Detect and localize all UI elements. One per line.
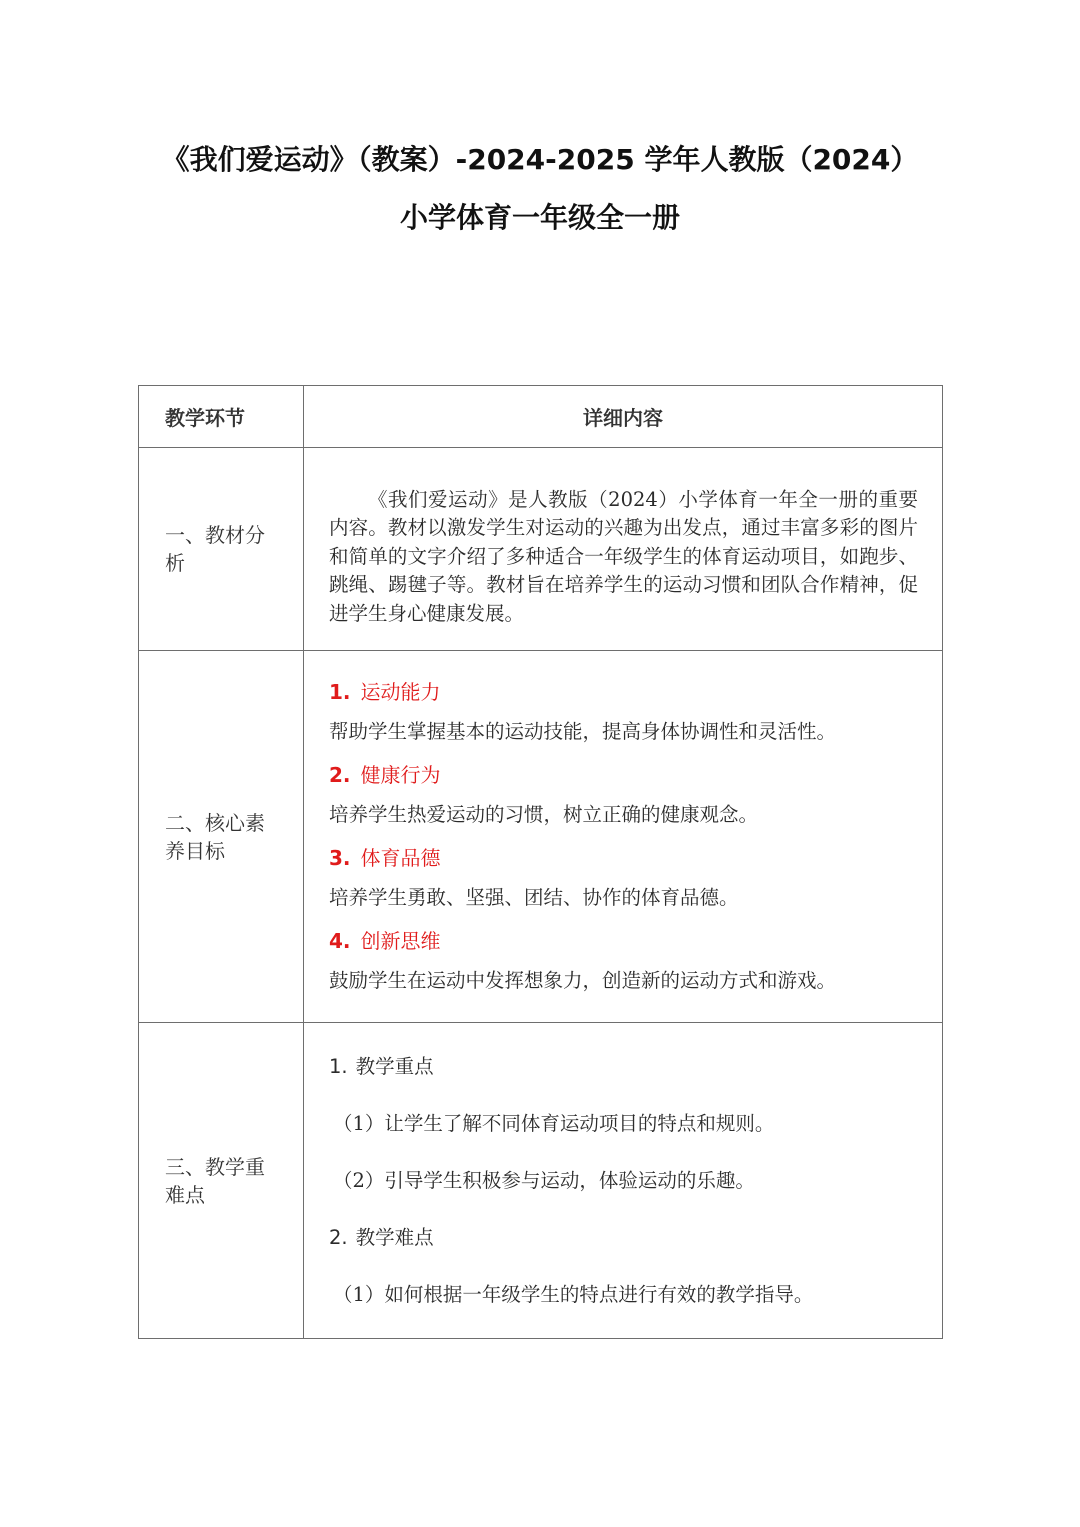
header-detail-content: 详细内容 — [304, 386, 943, 448]
difficult-point-heading: 2. 教学难点 — [329, 1225, 434, 1249]
goal-text: 帮助学生掌握基本的运动技能，提高身体协调性和灵活性。 — [329, 720, 837, 743]
section-label-textbook-analysis: 一、教材分析 — [139, 448, 304, 651]
key-point-item: （1）让学生了解不同体育运动项目的特点和规则。 — [333, 1111, 775, 1135]
header-teaching-stage: 教学环节 — [139, 386, 304, 448]
table-row — [139, 1023, 943, 1339]
table-header-row — [139, 386, 943, 448]
goal-text: 培养学生勇敢、坚强、团结、协作的体育品德。 — [329, 886, 739, 909]
goal-title: 1. 运动能力 — [329, 680, 441, 704]
section-content-textbook-analysis — [304, 448, 943, 651]
section-label-key-difficult-points: 三、教学重难点 — [139, 1023, 304, 1339]
table-row — [139, 448, 943, 651]
section-label-core-goals: 二、核心素养目标 — [139, 651, 304, 1023]
lesson-plan-table — [138, 385, 943, 1339]
goal-text: 鼓励学生在运动中发挥想象力，创造新的运动方式和游戏。 — [329, 969, 837, 992]
difficult-point-item: （1）如何根据一年级学生的特点进行有效的教学指导。 — [333, 1282, 814, 1306]
document-subtitle: 小学体育一年级全一册 — [399, 201, 680, 234]
document-title: 《我们爱运动》（教案）-2024-2025 学年人教版（2024） — [161, 143, 919, 176]
goal-title: 2. 健康行为 — [329, 763, 441, 787]
goal-text: 培养学生热爱运动的习惯，树立正确的健康观念。 — [329, 803, 759, 826]
key-point-heading: 1. 教学重点 — [329, 1054, 434, 1078]
section-content-core-goals — [304, 651, 943, 1023]
textbook-analysis-paragraph: 《我们爱运动》是人教版（2024）小学体育一年全一册的重要内容。教材以激发学生对运动的兴趣为出发点，通过丰富多彩的图片和简单的文字介绍了多种适合一年级学生的体育运动项目，如跑步、跳绳、踢毽子等。教材旨在培养学生的运动习惯和团队合作精神，促进学生身心健康发展。 — [329, 487, 918, 625]
goal-title: 4. 创新思维 — [329, 929, 441, 953]
table-row — [139, 651, 943, 1023]
section-content-key-difficult-points — [304, 1023, 943, 1339]
key-point-item: （2）引导学生积极参与运动，体验运动的乐趣。 — [333, 1168, 755, 1192]
goal-title: 3. 体育品德 — [329, 846, 441, 870]
